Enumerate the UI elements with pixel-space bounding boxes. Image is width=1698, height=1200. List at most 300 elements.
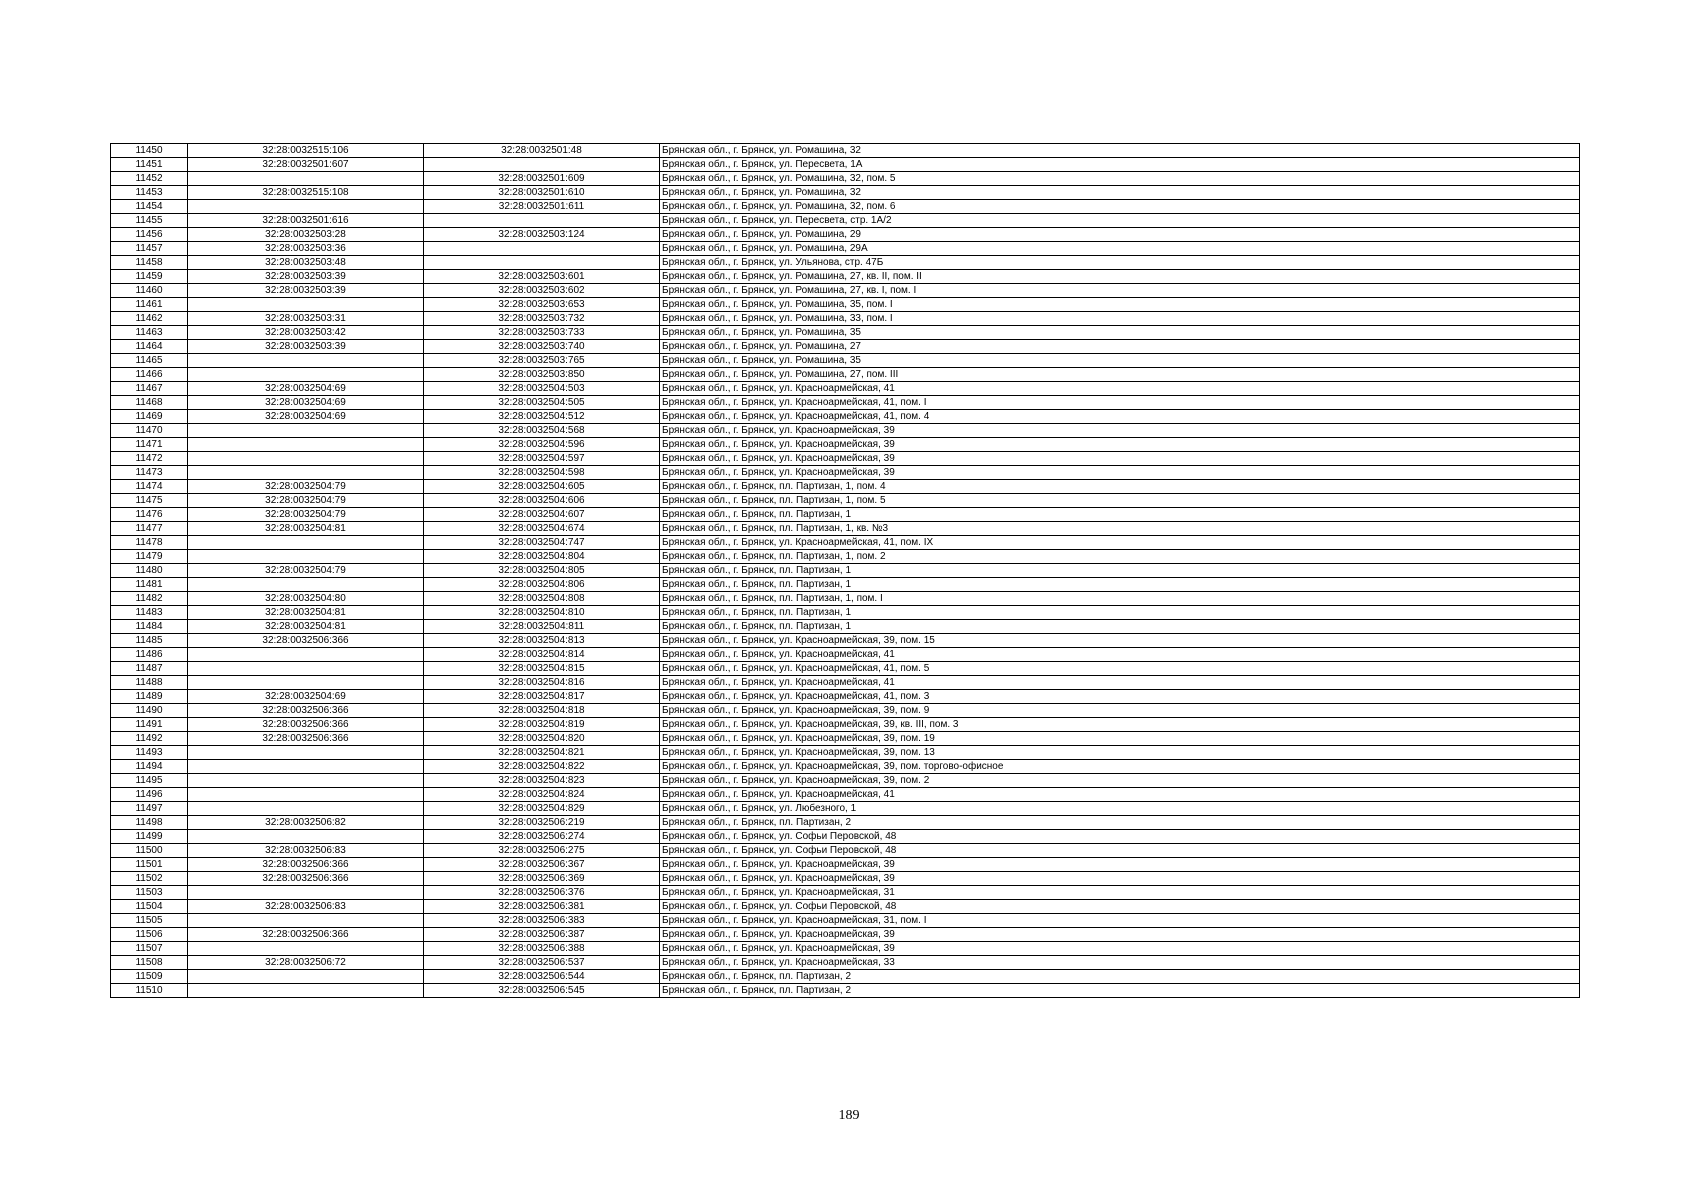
row-number-cell: 11496 xyxy=(111,788,188,802)
parcel-number-cell: 32:28:0032503:36 xyxy=(188,242,424,256)
table-row xyxy=(111,928,1580,942)
object-number-cell: 32:28:0032506:537 xyxy=(424,956,660,970)
parcel-number-cell xyxy=(188,466,424,480)
address-cell: Брянская обл., г. Брянск, пл. Партизан, 1, кв. №3 xyxy=(660,522,1580,536)
row-number-cell: 11461 xyxy=(111,298,188,312)
object-number-cell: 32:28:0032504:804 xyxy=(424,550,660,564)
address-cell: Брянская обл., г. Брянск, ул. Красноармейская, 33 xyxy=(660,956,1580,970)
table-row xyxy=(111,858,1580,872)
row-number-cell: 11475 xyxy=(111,494,188,508)
parcel-number-cell xyxy=(188,984,424,998)
object-number-cell: 32:28:0032504:813 xyxy=(424,634,660,648)
address-cell: Брянская обл., г. Брянск, ул. Красноармейская, 39, пом. 19 xyxy=(660,732,1580,746)
object-number-cell: 32:28:0032504:820 xyxy=(424,732,660,746)
address-cell: Брянская обл., г. Брянск, ул. Ромашина, 32, пом. 5 xyxy=(660,172,1580,186)
parcel-number-cell xyxy=(188,970,424,984)
object-number-cell: 32:28:0032506:367 xyxy=(424,858,660,872)
object-number-cell: 32:28:0032504:747 xyxy=(424,536,660,550)
object-number-cell: 32:28:0032503:602 xyxy=(424,284,660,298)
row-number-cell: 11477 xyxy=(111,522,188,536)
row-number-cell: 11506 xyxy=(111,928,188,942)
parcel-number-cell: 32:28:0032503:48 xyxy=(188,256,424,270)
parcel-number-cell xyxy=(188,662,424,676)
table-row xyxy=(111,536,1580,550)
parcel-number-cell xyxy=(188,368,424,382)
address-cell: Брянская обл., г. Брянск, ул. Пересвета, стр. 1А/2 xyxy=(660,214,1580,228)
parcel-number-cell: 32:28:0032506:366 xyxy=(188,718,424,732)
address-cell: Брянская обл., г. Брянск, ул. Пересвета, 1А xyxy=(660,158,1580,172)
table-row xyxy=(111,326,1580,340)
table-row xyxy=(111,256,1580,270)
table-row xyxy=(111,690,1580,704)
table-row xyxy=(111,382,1580,396)
parcel-number-cell: 32:28:0032504:79 xyxy=(188,564,424,578)
row-number-cell: 11472 xyxy=(111,452,188,466)
cadastre-table xyxy=(110,143,1580,998)
table-row xyxy=(111,494,1580,508)
row-number-cell: 11510 xyxy=(111,984,188,998)
row-number-cell: 11505 xyxy=(111,914,188,928)
table-row xyxy=(111,424,1580,438)
object-number-cell: 32:28:0032504:512 xyxy=(424,410,660,424)
parcel-number-cell: 32:28:0032503:39 xyxy=(188,284,424,298)
address-cell: Брянская обл., г. Брянск, ул. Красноармейская, 41, пом. 5 xyxy=(660,662,1580,676)
parcel-number-cell xyxy=(188,914,424,928)
row-number-cell: 11490 xyxy=(111,704,188,718)
table-row xyxy=(111,606,1580,620)
address-cell: Брянская обл., г. Брянск, ул. Красноармейская, 39 xyxy=(660,452,1580,466)
row-number-cell: 11467 xyxy=(111,382,188,396)
table-row xyxy=(111,704,1580,718)
row-number-cell: 11481 xyxy=(111,578,188,592)
address-cell: Брянская обл., г. Брянск, ул. Ромашина, 33, пом. I xyxy=(660,312,1580,326)
object-number-cell: 32:28:0032504:821 xyxy=(424,746,660,760)
object-number-cell xyxy=(424,214,660,228)
object-number-cell: 32:28:0032504:818 xyxy=(424,704,660,718)
table-row xyxy=(111,438,1580,452)
address-cell: Брянская обл., г. Брянск, ул. Красноармейская, 39 xyxy=(660,438,1580,452)
address-cell: Брянская обл., г. Брянск, пл. Партизан, 1 xyxy=(660,606,1580,620)
table-row xyxy=(111,270,1580,284)
address-cell: Брянская обл., г. Брянск, ул. Красноармейская, 41, пом. IX xyxy=(660,536,1580,550)
object-number-cell: 32:28:0032504:822 xyxy=(424,760,660,774)
address-cell: Брянская обл., г. Брянск, ул. Красноармейская, 41 xyxy=(660,648,1580,662)
row-number-cell: 11502 xyxy=(111,872,188,886)
parcel-number-cell: 32:28:0032503:39 xyxy=(188,340,424,354)
table-row xyxy=(111,942,1580,956)
parcel-number-cell: 32:28:0032504:81 xyxy=(188,606,424,620)
address-cell: Брянская обл., г. Брянск, ул. Ромашина, 35, пом. I xyxy=(660,298,1580,312)
address-cell: Брянская обл., г. Брянск, ул. Ромашина, 35 xyxy=(660,326,1580,340)
row-number-cell: 11468 xyxy=(111,396,188,410)
row-number-cell: 11457 xyxy=(111,242,188,256)
address-cell: Брянская обл., г. Брянск, ул. Любезного, 1 xyxy=(660,802,1580,816)
address-cell: Брянская обл., г. Брянск, пл. Партизан, 1, пом. 5 xyxy=(660,494,1580,508)
row-number-cell: 11482 xyxy=(111,592,188,606)
parcel-number-cell: 32:28:0032501:607 xyxy=(188,158,424,172)
parcel-number-cell: 32:28:0032515:108 xyxy=(188,186,424,200)
row-number-cell: 11483 xyxy=(111,606,188,620)
object-number-cell: 32:28:0032503:765 xyxy=(424,354,660,368)
parcel-number-cell: 32:28:0032506:366 xyxy=(188,704,424,718)
address-cell: Брянская обл., г. Брянск, ул. Ромашина, 29А xyxy=(660,242,1580,256)
table-row xyxy=(111,970,1580,984)
address-cell: Брянская обл., г. Брянск, ул. Красноармейская, 39 xyxy=(660,942,1580,956)
table-row xyxy=(111,452,1580,466)
row-number-cell: 11508 xyxy=(111,956,188,970)
row-number-cell: 11455 xyxy=(111,214,188,228)
row-number-cell: 11488 xyxy=(111,676,188,690)
parcel-number-cell: 32:28:0032506:366 xyxy=(188,928,424,942)
table-row xyxy=(111,284,1580,298)
object-number-cell: 32:28:0032501:609 xyxy=(424,172,660,186)
table-row xyxy=(111,200,1580,214)
row-number-cell: 11476 xyxy=(111,508,188,522)
parcel-number-cell xyxy=(188,550,424,564)
object-number-cell: 32:28:0032506:376 xyxy=(424,886,660,900)
parcel-number-cell: 32:28:0032504:69 xyxy=(188,690,424,704)
object-number-cell: 32:28:0032506:369 xyxy=(424,872,660,886)
object-number-cell: 32:28:0032504:817 xyxy=(424,690,660,704)
object-number-cell: 32:28:0032504:806 xyxy=(424,578,660,592)
object-number-cell: 32:28:0032503:601 xyxy=(424,270,660,284)
parcel-number-cell: 32:28:0032506:83 xyxy=(188,900,424,914)
table-row xyxy=(111,760,1580,774)
object-number-cell: 32:28:0032506:387 xyxy=(424,928,660,942)
row-number-cell: 11484 xyxy=(111,620,188,634)
row-number-cell: 11503 xyxy=(111,886,188,900)
parcel-number-cell: 32:28:0032504:81 xyxy=(188,620,424,634)
parcel-number-cell: 32:28:0032506:72 xyxy=(188,956,424,970)
table-row xyxy=(111,914,1580,928)
row-number-cell: 11460 xyxy=(111,284,188,298)
object-number-cell: 32:28:0032501:48 xyxy=(424,144,660,158)
row-number-cell: 11497 xyxy=(111,802,188,816)
object-number-cell: 32:28:0032504:811 xyxy=(424,620,660,634)
table-row xyxy=(111,466,1580,480)
object-number-cell xyxy=(424,242,660,256)
table-row xyxy=(111,578,1580,592)
address-cell: Брянская обл., г. Брянск, пл. Партизан, 2 xyxy=(660,816,1580,830)
table-row xyxy=(111,830,1580,844)
object-number-cell: 32:28:0032504:505 xyxy=(424,396,660,410)
address-cell: Брянская обл., г. Брянск, ул. Красноармейская, 39, пом. 9 xyxy=(660,704,1580,718)
table-row xyxy=(111,144,1580,158)
table-row xyxy=(111,298,1580,312)
row-number-cell: 11454 xyxy=(111,200,188,214)
address-cell: Брянская обл., г. Брянск, ул. Красноармейская, 41, пом. 4 xyxy=(660,410,1580,424)
parcel-number-cell xyxy=(188,942,424,956)
row-number-cell: 11451 xyxy=(111,158,188,172)
table-row xyxy=(111,634,1580,648)
table-row xyxy=(111,340,1580,354)
table-row xyxy=(111,480,1580,494)
table-row xyxy=(111,186,1580,200)
row-number-cell: 11470 xyxy=(111,424,188,438)
address-cell: Брянская обл., г. Брянск, ул. Софьи Перовской, 48 xyxy=(660,830,1580,844)
row-number-cell: 11501 xyxy=(111,858,188,872)
object-number-cell: 32:28:0032504:503 xyxy=(424,382,660,396)
address-cell: Брянская обл., г. Брянск, пл. Партизан, 1, пом. 4 xyxy=(660,480,1580,494)
address-cell: Брянская обл., г. Брянск, ул. Ромашина, 27 xyxy=(660,340,1580,354)
row-number-cell: 11507 xyxy=(111,942,188,956)
address-cell: Брянская обл., г. Брянск, ул. Ульянова, стр. 47Б xyxy=(660,256,1580,270)
row-number-cell: 11473 xyxy=(111,466,188,480)
parcel-number-cell xyxy=(188,200,424,214)
row-number-cell: 11478 xyxy=(111,536,188,550)
parcel-number-cell: 32:28:0032506:366 xyxy=(188,732,424,746)
table-row xyxy=(111,900,1580,914)
address-cell: Брянская обл., г. Брянск, пл. Партизан, 1 xyxy=(660,564,1580,578)
object-number-cell: 32:28:0032504:597 xyxy=(424,452,660,466)
parcel-number-cell: 32:28:0032503:39 xyxy=(188,270,424,284)
parcel-number-cell: 32:28:0032504:79 xyxy=(188,494,424,508)
address-cell: Брянская обл., г. Брянск, ул. Ромашина, 29 xyxy=(660,228,1580,242)
parcel-number-cell: 32:28:0032506:366 xyxy=(188,634,424,648)
parcel-number-cell: 32:28:0032501:616 xyxy=(188,214,424,228)
parcel-number-cell xyxy=(188,676,424,690)
parcel-number-cell xyxy=(188,774,424,788)
table-row xyxy=(111,844,1580,858)
object-number-cell: 32:28:0032504:674 xyxy=(424,522,660,536)
table-row xyxy=(111,522,1580,536)
address-cell: Брянская обл., г. Брянск, ул. Ромашина, 27, кв. II, пом. II xyxy=(660,270,1580,284)
row-number-cell: 11464 xyxy=(111,340,188,354)
object-number-cell: 32:28:0032504:815 xyxy=(424,662,660,676)
object-number-cell: 32:28:0032503:740 xyxy=(424,340,660,354)
address-cell: Брянская обл., г. Брянск, пл. Партизан, 1 xyxy=(660,508,1580,522)
object-number-cell: 32:28:0032506:381 xyxy=(424,900,660,914)
table-row xyxy=(111,662,1580,676)
row-number-cell: 11500 xyxy=(111,844,188,858)
address-cell: Брянская обл., г. Брянск, ул. Красноармейская, 41, пом. 3 xyxy=(660,690,1580,704)
row-number-cell: 11462 xyxy=(111,312,188,326)
object-number-cell: 32:28:0032506:544 xyxy=(424,970,660,984)
parcel-number-cell xyxy=(188,578,424,592)
row-number-cell: 11485 xyxy=(111,634,188,648)
table-row xyxy=(111,774,1580,788)
parcel-number-cell: 32:28:0032503:42 xyxy=(188,326,424,340)
row-number-cell: 11450 xyxy=(111,144,188,158)
parcel-number-cell xyxy=(188,424,424,438)
table-row xyxy=(111,886,1580,900)
row-number-cell: 11469 xyxy=(111,410,188,424)
object-number-cell: 32:28:0032506:383 xyxy=(424,914,660,928)
address-cell: Брянская обл., г. Брянск, ул. Красноармейская, 41, пом. I xyxy=(660,396,1580,410)
address-cell: Брянская обл., г. Брянск, ул. Красноармейская, 39 xyxy=(660,858,1580,872)
page-number: 189 xyxy=(838,1108,860,1123)
object-number-cell: 32:28:0032504:819 xyxy=(424,718,660,732)
address-cell: Брянская обл., г. Брянск, ул. Софьи Перовской, 48 xyxy=(660,900,1580,914)
table-row xyxy=(111,788,1580,802)
table-row xyxy=(111,158,1580,172)
address-cell: Брянская обл., г. Брянск, ул. Красноармейская, 39, пом. торгово-офисное xyxy=(660,760,1580,774)
object-number-cell: 32:28:0032504:808 xyxy=(424,592,660,606)
parcel-number-cell: 32:28:0032506:366 xyxy=(188,872,424,886)
table-row xyxy=(111,802,1580,816)
object-number-cell: 32:28:0032504:829 xyxy=(424,802,660,816)
row-number-cell: 11486 xyxy=(111,648,188,662)
address-cell: Брянская обл., г. Брянск, ул. Красноармейская, 39 xyxy=(660,424,1580,438)
object-number-cell: 32:28:0032506:545 xyxy=(424,984,660,998)
object-number-cell: 32:28:0032504:605 xyxy=(424,480,660,494)
address-cell: Брянская обл., г. Брянск, пл. Партизан, 2 xyxy=(660,970,1580,984)
table-body xyxy=(111,144,1580,998)
table-row xyxy=(111,214,1580,228)
table-row xyxy=(111,396,1580,410)
address-cell: Брянская обл., г. Брянск, ул. Красноармейская, 31, пом. I xyxy=(660,914,1580,928)
address-cell: Брянская обл., г. Брянск, ул. Красноармейская, 39 xyxy=(660,466,1580,480)
parcel-number-cell: 32:28:0032506:83 xyxy=(188,844,424,858)
address-cell: Брянская обл., г. Брянск, пл. Партизан, 1, пом. 2 xyxy=(660,550,1580,564)
row-number-cell: 11499 xyxy=(111,830,188,844)
address-cell: Брянская обл., г. Брянск, пл. Партизан, 1 xyxy=(660,578,1580,592)
object-number-cell: 32:28:0032503:732 xyxy=(424,312,660,326)
table-row xyxy=(111,368,1580,382)
object-number-cell: 32:28:0032506:388 xyxy=(424,942,660,956)
table-row xyxy=(111,676,1580,690)
address-cell: Брянская обл., г. Брянск, ул. Софьи Перовской, 48 xyxy=(660,844,1580,858)
parcel-number-cell xyxy=(188,536,424,550)
object-number-cell: 32:28:0032503:124 xyxy=(424,228,660,242)
table-row xyxy=(111,592,1580,606)
table-row xyxy=(111,620,1580,634)
table-row xyxy=(111,550,1580,564)
parcel-number-cell xyxy=(188,760,424,774)
parcel-number-cell: 32:28:0032504:69 xyxy=(188,410,424,424)
object-number-cell: 32:28:0032503:850 xyxy=(424,368,660,382)
address-cell: Брянская обл., г. Брянск, ул. Красноармейская, 39 xyxy=(660,928,1580,942)
table-row xyxy=(111,732,1580,746)
parcel-number-cell: 32:28:0032506:82 xyxy=(188,816,424,830)
parcel-number-cell xyxy=(188,648,424,662)
parcel-number-cell: 32:28:0032504:79 xyxy=(188,508,424,522)
parcel-number-cell xyxy=(188,830,424,844)
address-cell: Брянская обл., г. Брянск, ул. Красноармейская, 39, пом. 13 xyxy=(660,746,1580,760)
object-number-cell: 32:28:0032504:568 xyxy=(424,424,660,438)
parcel-number-cell: 32:28:0032515:106 xyxy=(188,144,424,158)
address-cell: Брянская обл., г. Брянск, ул. Красноармейская, 39, кв. III, пом. 3 xyxy=(660,718,1580,732)
row-number-cell: 11487 xyxy=(111,662,188,676)
address-cell: Брянская обл., г. Брянск, ул. Ромашина, 27, кв. I, пом. I xyxy=(660,284,1580,298)
table-row xyxy=(111,872,1580,886)
address-cell: Брянская обл., г. Брянск, ул. Красноармейская, 41 xyxy=(660,788,1580,802)
parcel-number-cell: 32:28:0032504:80 xyxy=(188,592,424,606)
row-number-cell: 11452 xyxy=(111,172,188,186)
table-row xyxy=(111,312,1580,326)
row-number-cell: 11494 xyxy=(111,760,188,774)
table-row xyxy=(111,718,1580,732)
row-number-cell: 11492 xyxy=(111,732,188,746)
row-number-cell: 11465 xyxy=(111,354,188,368)
parcel-number-cell xyxy=(188,354,424,368)
parcel-number-cell xyxy=(188,452,424,466)
table-row xyxy=(111,172,1580,186)
address-cell: Брянская обл., г. Брянск, ул. Ромашина, 27, пом. III xyxy=(660,368,1580,382)
address-cell: Брянская обл., г. Брянск, ул. Красноармейская, 41 xyxy=(660,676,1580,690)
object-number-cell: 32:28:0032504:607 xyxy=(424,508,660,522)
parcel-number-cell xyxy=(188,298,424,312)
object-number-cell: 32:28:0032504:598 xyxy=(424,466,660,480)
object-number-cell: 32:28:0032503:733 xyxy=(424,326,660,340)
parcel-number-cell xyxy=(188,788,424,802)
parcel-number-cell: 32:28:0032506:366 xyxy=(188,858,424,872)
row-number-cell: 11456 xyxy=(111,228,188,242)
table-row xyxy=(111,410,1580,424)
row-number-cell: 11479 xyxy=(111,550,188,564)
row-number-cell: 11498 xyxy=(111,816,188,830)
table-row xyxy=(111,228,1580,242)
parcel-number-cell: 32:28:0032504:81 xyxy=(188,522,424,536)
object-number-cell xyxy=(424,256,660,270)
row-number-cell: 11493 xyxy=(111,746,188,760)
row-number-cell: 11491 xyxy=(111,718,188,732)
row-number-cell: 11495 xyxy=(111,774,188,788)
address-cell: Брянская обл., г. Брянск, ул. Ромашина, 32, пом. 6 xyxy=(660,200,1580,214)
table-row xyxy=(111,354,1580,368)
object-number-cell: 32:28:0032501:611 xyxy=(424,200,660,214)
address-cell: Брянская обл., г. Брянск, ул. Ромашина, 35 xyxy=(660,354,1580,368)
address-cell: Брянская обл., г. Брянск, ул. Красноармейская, 41 xyxy=(660,382,1580,396)
table-row xyxy=(111,508,1580,522)
object-number-cell: 32:28:0032501:610 xyxy=(424,186,660,200)
object-number-cell: 32:28:0032504:810 xyxy=(424,606,660,620)
object-number-cell: 32:28:0032504:824 xyxy=(424,788,660,802)
object-number-cell: 32:28:0032506:219 xyxy=(424,816,660,830)
row-number-cell: 11474 xyxy=(111,480,188,494)
row-number-cell: 11459 xyxy=(111,270,188,284)
row-number-cell: 11504 xyxy=(111,900,188,914)
row-number-cell: 11453 xyxy=(111,186,188,200)
object-number-cell: 32:28:0032503:653 xyxy=(424,298,660,312)
object-number-cell: 32:28:0032504:814 xyxy=(424,648,660,662)
object-number-cell xyxy=(424,158,660,172)
address-cell: Брянская обл., г. Брянск, пл. Партизан, 1, пом. I xyxy=(660,592,1580,606)
object-number-cell: 32:28:0032504:596 xyxy=(424,438,660,452)
address-cell: Брянская обл., г. Брянск, ул. Красноармейская, 31 xyxy=(660,886,1580,900)
parcel-number-cell: 32:28:0032503:31 xyxy=(188,312,424,326)
table-row xyxy=(111,984,1580,998)
row-number-cell: 11458 xyxy=(111,256,188,270)
address-cell: Брянская обл., г. Брянск, ул. Ромашина, 32 xyxy=(660,144,1580,158)
parcel-number-cell: 32:28:0032503:28 xyxy=(188,228,424,242)
row-number-cell: 11466 xyxy=(111,368,188,382)
address-cell: Брянская обл., г. Брянск, ул. Красноармейская, 39, пом. 2 xyxy=(660,774,1580,788)
address-cell: Брянская обл., г. Брянск, ул. Красноармейская, 39, пом. 15 xyxy=(660,634,1580,648)
parcel-number-cell: 32:28:0032504:79 xyxy=(188,480,424,494)
object-number-cell: 32:28:0032504:823 xyxy=(424,774,660,788)
object-number-cell: 32:28:0032506:274 xyxy=(424,830,660,844)
parcel-number-cell xyxy=(188,172,424,186)
row-number-cell: 11509 xyxy=(111,970,188,984)
parcel-number-cell xyxy=(188,802,424,816)
row-number-cell: 11471 xyxy=(111,438,188,452)
object-number-cell: 32:28:0032504:606 xyxy=(424,494,660,508)
table-row xyxy=(111,816,1580,830)
table-row xyxy=(111,648,1580,662)
address-cell: Брянская обл., г. Брянск, пл. Партизан, 2 xyxy=(660,984,1580,998)
object-number-cell: 32:28:0032506:275 xyxy=(424,844,660,858)
parcel-number-cell: 32:28:0032504:69 xyxy=(188,396,424,410)
parcel-number-cell xyxy=(188,746,424,760)
row-number-cell: 11480 xyxy=(111,564,188,578)
row-number-cell: 11489 xyxy=(111,690,188,704)
parcel-number-cell xyxy=(188,438,424,452)
object-number-cell: 32:28:0032504:816 xyxy=(424,676,660,690)
address-cell: Брянская обл., г. Брянск, пл. Партизан, 1 xyxy=(660,620,1580,634)
address-cell: Брянская обл., г. Брянск, ул. Красноармейская, 39 xyxy=(660,872,1580,886)
table-row xyxy=(111,564,1580,578)
